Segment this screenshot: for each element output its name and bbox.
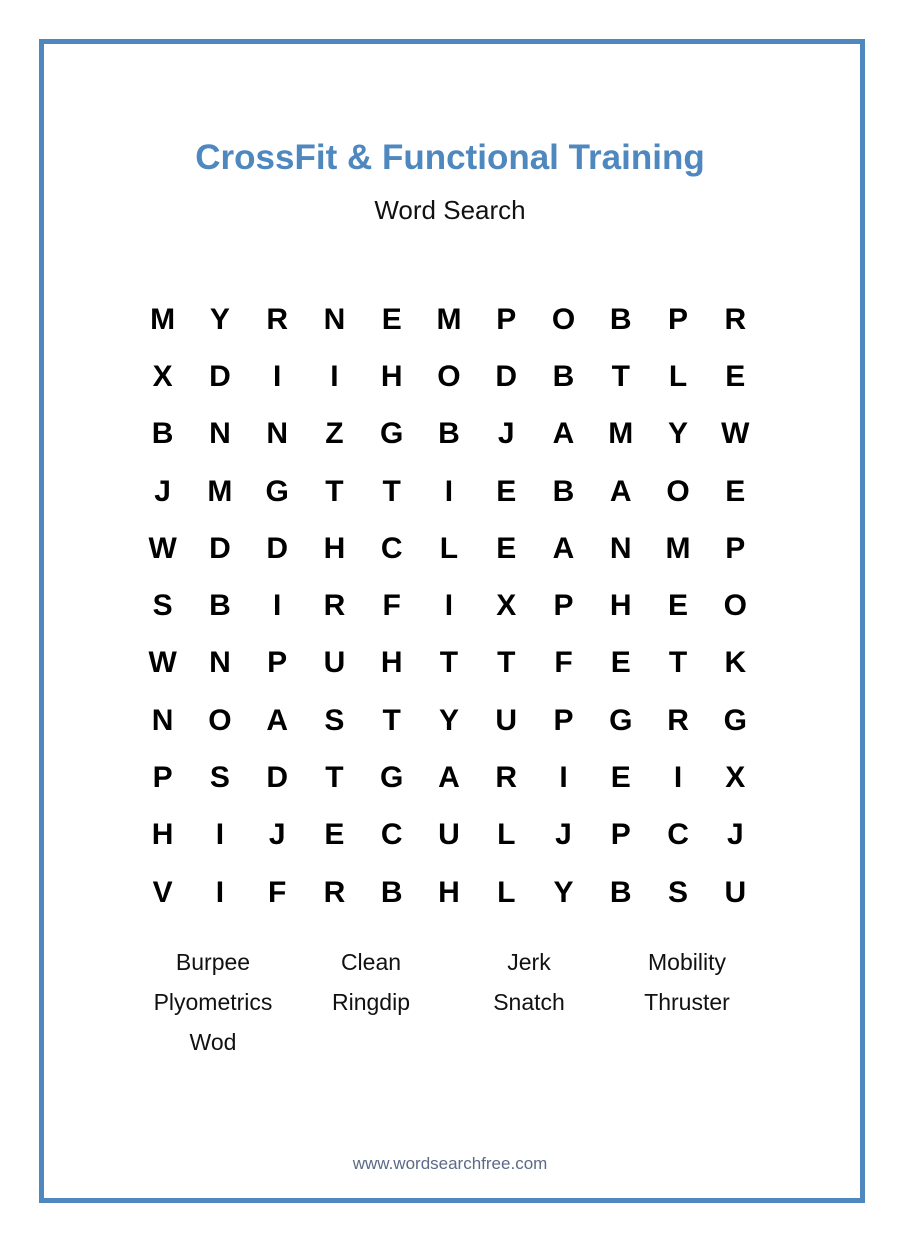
grid-cell[interactable]: A (438, 761, 460, 795)
grid-cell[interactable]: I (444, 589, 454, 623)
grid-cell[interactable]: D (209, 359, 231, 393)
word-list-item: Thruster (644, 989, 730, 1015)
grid-cell[interactable]: K (724, 646, 747, 680)
grid-cell[interactable]: C (380, 531, 403, 565)
grid-cell[interactable]: X (496, 589, 517, 623)
grid-cell[interactable]: H (151, 818, 174, 852)
grid-cell[interactable]: I (272, 589, 282, 623)
grid-cell[interactable]: B (438, 417, 460, 451)
word-list-item: Snatch (493, 989, 565, 1015)
grid-row (134, 807, 764, 864)
grid-cell[interactable]: I (272, 359, 282, 393)
word-list-item: Wod (189, 1029, 237, 1055)
grid-cell[interactable]: M (207, 474, 233, 508)
grid-cell[interactable]: I (215, 875, 225, 909)
grid-cell[interactable]: E (668, 589, 689, 623)
grid-cell[interactable]: J (497, 417, 515, 451)
grid-cell[interactable]: H (380, 646, 403, 680)
grid-cell[interactable]: T (325, 761, 344, 795)
grid-cell[interactable]: V (152, 875, 173, 909)
grid-cell[interactable]: B (609, 302, 632, 336)
grid-cell[interactable]: P (553, 703, 574, 737)
footer-url[interactable]: www.wordsearchfree.com (352, 1154, 548, 1173)
grid-cell[interactable]: A (609, 474, 632, 508)
grid-cell[interactable]: N (609, 531, 632, 565)
grid-cell[interactable]: O (666, 474, 690, 508)
grid-cell[interactable]: U (438, 818, 460, 852)
grid-cell[interactable]: Y (668, 417, 689, 451)
word-list (134, 944, 766, 1064)
grid-cell[interactable]: P (267, 646, 288, 680)
grid-cell[interactable]: J (555, 818, 572, 852)
grid-cell[interactable]: N (323, 302, 346, 336)
grid-cell[interactable]: T (439, 646, 459, 680)
grid-row (134, 406, 764, 463)
grid-cell[interactable]: F (268, 875, 287, 909)
grid-cell[interactable]: O (551, 302, 576, 336)
grid-cell[interactable]: C (667, 818, 689, 852)
grid-cell[interactable]: T (325, 474, 344, 508)
grid-row (134, 749, 764, 806)
word-list-item: Plyometrics (153, 989, 273, 1015)
grid-cell[interactable]: M (665, 531, 691, 565)
grid-cell[interactable]: R (323, 875, 346, 909)
grid-cell[interactable]: W (148, 531, 177, 565)
grid-cell[interactable]: G (380, 761, 404, 795)
word-list-item: Mobility (648, 949, 726, 975)
word-list-item: Jerk (507, 949, 551, 975)
grid-cell[interactable]: E (496, 531, 517, 565)
grid-cell[interactable]: G (265, 474, 289, 508)
grid-row (134, 520, 764, 577)
grid-cell[interactable]: Y (553, 875, 574, 909)
grid-cell[interactable]: B (552, 474, 575, 508)
grid-cell[interactable]: H (380, 359, 403, 393)
grid-row (134, 692, 764, 749)
grid-cell[interactable]: O (723, 589, 747, 623)
grid-cell[interactable]: U (495, 703, 518, 737)
grid-cell[interactable]: J (268, 818, 286, 852)
grid-cell[interactable]: E (725, 474, 746, 508)
grid-cell[interactable]: U (724, 875, 747, 909)
grid-row (134, 463, 764, 520)
grid-cell[interactable]: F (382, 589, 401, 623)
grid-cell[interactable]: R (495, 761, 518, 795)
puzzle-title: CrossFit & Functional Training (195, 138, 705, 177)
grid-cell[interactable]: S (209, 761, 230, 795)
grid-cell[interactable]: A (552, 417, 575, 451)
grid-cell[interactable]: J (726, 818, 744, 852)
grid-cell[interactable]: E (496, 474, 517, 508)
grid-cell[interactable]: R (724, 302, 747, 336)
grid-cell[interactable]: E (324, 818, 345, 852)
grid-cell[interactable]: U (323, 646, 346, 680)
grid-cell[interactable]: P (725, 531, 746, 565)
grid-cell[interactable]: G (609, 703, 633, 737)
grid-cell[interactable]: I (673, 761, 683, 795)
grid-row (134, 635, 764, 692)
grid-cell[interactable]: G (380, 417, 404, 451)
grid-cell[interactable]: E (725, 359, 746, 393)
grid-cell[interactable]: W (148, 646, 177, 680)
grid-cell[interactable]: L (497, 875, 516, 909)
grid-cell[interactable]: A (266, 703, 288, 737)
word-list-item: Burpee (175, 949, 251, 975)
grid-cell[interactable]: N (266, 417, 288, 451)
grid-cell[interactable]: Y (209, 302, 230, 336)
grid-cell[interactable]: M (436, 302, 462, 336)
grid-cell[interactable]: I (330, 359, 339, 393)
grid-cell[interactable]: G (723, 703, 747, 737)
grid-cell[interactable]: D (495, 359, 518, 393)
grid-cell[interactable]: B (609, 875, 632, 909)
grid-cell[interactable]: T (611, 359, 630, 393)
grid-cell[interactable]: M (150, 302, 176, 336)
grid-cell[interactable]: T (497, 646, 516, 680)
grid-cell[interactable]: T (382, 474, 401, 508)
grid-cell[interactable]: T (668, 646, 688, 680)
grid-cell[interactable]: T (382, 703, 401, 737)
grid-cell[interactable]: E (610, 761, 631, 795)
grid-cell[interactable]: H (438, 875, 460, 909)
grid-cell[interactable]: X (152, 359, 173, 393)
grid-cell[interactable]: P (610, 818, 631, 852)
grid-cell[interactable]: A (552, 531, 575, 565)
grid-cell[interactable]: D (209, 531, 231, 565)
grid-cell[interactable]: F (554, 646, 573, 680)
grid-row (134, 864, 764, 921)
grid-cell[interactable]: H (609, 589, 632, 623)
grid-cell[interactable]: L (439, 531, 459, 565)
grid-cell[interactable]: H (323, 531, 346, 565)
grid-cell[interactable]: I (444, 474, 454, 508)
grid-cell[interactable]: E (610, 646, 631, 680)
grid-cell[interactable]: R (667, 703, 689, 737)
grid-cell[interactable]: B (380, 875, 403, 909)
grid-cell[interactable]: Y (438, 703, 459, 737)
grid-row (134, 291, 764, 348)
grid-cell[interactable]: L (497, 818, 516, 852)
word-list-item: Ringdip (332, 989, 410, 1015)
grid-cell[interactable]: B (209, 589, 231, 623)
grid-cell[interactable]: P (553, 589, 574, 623)
grid-cell[interactable]: X (725, 761, 746, 795)
grid-cell[interactable]: D (266, 761, 288, 795)
word-list-item: Clean (340, 949, 402, 975)
letter-grid (134, 291, 764, 921)
grid-cell[interactable]: S (668, 875, 689, 909)
grid-cell[interactable]: R (266, 302, 288, 336)
grid-cell[interactable]: E (381, 302, 402, 336)
grid-cell[interactable]: D (266, 531, 288, 565)
grid-cell[interactable]: L (668, 359, 688, 393)
grid-cell[interactable]: N (209, 646, 231, 680)
grid-cell[interactable]: P (496, 302, 517, 336)
grid-cell[interactable]: Z (325, 417, 344, 451)
grid-cell[interactable]: C (380, 818, 403, 852)
grid-cell[interactable]: I (215, 818, 225, 852)
grid-cell[interactable]: P (152, 761, 173, 795)
grid-cell[interactable]: N (151, 703, 174, 737)
grid-cell[interactable]: S (152, 589, 173, 623)
grid-cell[interactable]: I (559, 761, 568, 795)
grid-cell[interactable]: O (437, 359, 461, 393)
grid-cell[interactable]: B (151, 417, 174, 451)
grid-cell[interactable]: M (608, 417, 634, 451)
grid-row (134, 348, 764, 405)
grid-row (134, 577, 764, 634)
grid-cell[interactable]: S (324, 703, 345, 737)
grid-cell[interactable]: O (208, 703, 232, 737)
grid-cell[interactable]: B (552, 359, 575, 393)
puzzle-subtitle: Word Search (374, 195, 526, 225)
grid-cell[interactable]: P (668, 302, 689, 336)
grid-cell[interactable]: N (209, 417, 231, 451)
grid-cell[interactable]: R (323, 589, 346, 623)
grid-cell[interactable]: J (154, 474, 171, 508)
grid-cell[interactable]: W (721, 417, 750, 451)
